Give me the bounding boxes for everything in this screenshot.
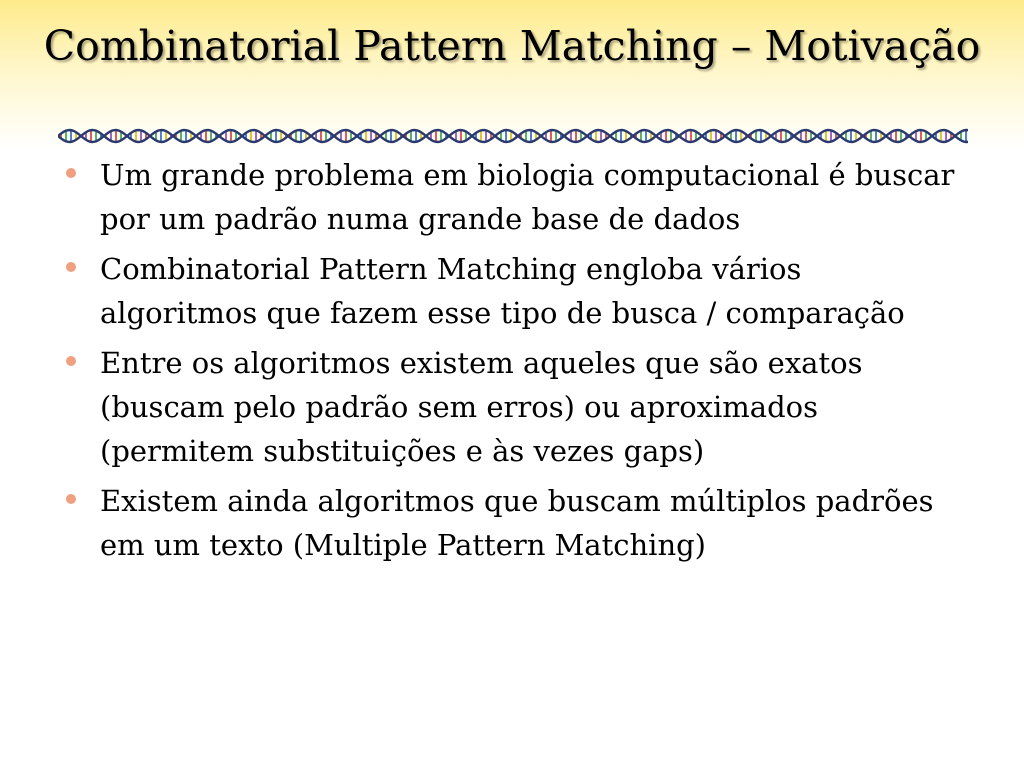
- bullet-dot-icon: [66, 356, 76, 366]
- bullet-dot-icon: [66, 494, 76, 504]
- bullet-text: Combinatorial Pattern Matching engloba vários algoritmos que fazem esse tipo de busca / comparação: [100, 252, 905, 330]
- slide-title: Combinatorial Pattern Matching – Motivação: [43, 22, 981, 70]
- bullet-item: [66, 479, 966, 567]
- bullet-text: Existem ainda algoritmos que buscam múltiplos padrões em um texto (Multiple Pattern Matching): [100, 484, 934, 562]
- bullet-text: Um grande problema em biologia computacional é buscar por um padrão numa grande base de dados: [100, 158, 955, 236]
- dna-helix-divider-icon: [58, 124, 968, 148]
- bullet-item: [66, 247, 966, 335]
- bullet-list: [66, 153, 966, 573]
- bullet-dot-icon: [66, 168, 76, 178]
- bullet-item: [66, 153, 966, 241]
- bullet-text: Entre os algoritmos existem aqueles que são exatos (buscam pelo padrão sem erros) ou aproximados (permitem substituições e às vezes gaps): [100, 346, 863, 468]
- bullet-dot-icon: [66, 262, 76, 272]
- bullet-item: [66, 341, 966, 473]
